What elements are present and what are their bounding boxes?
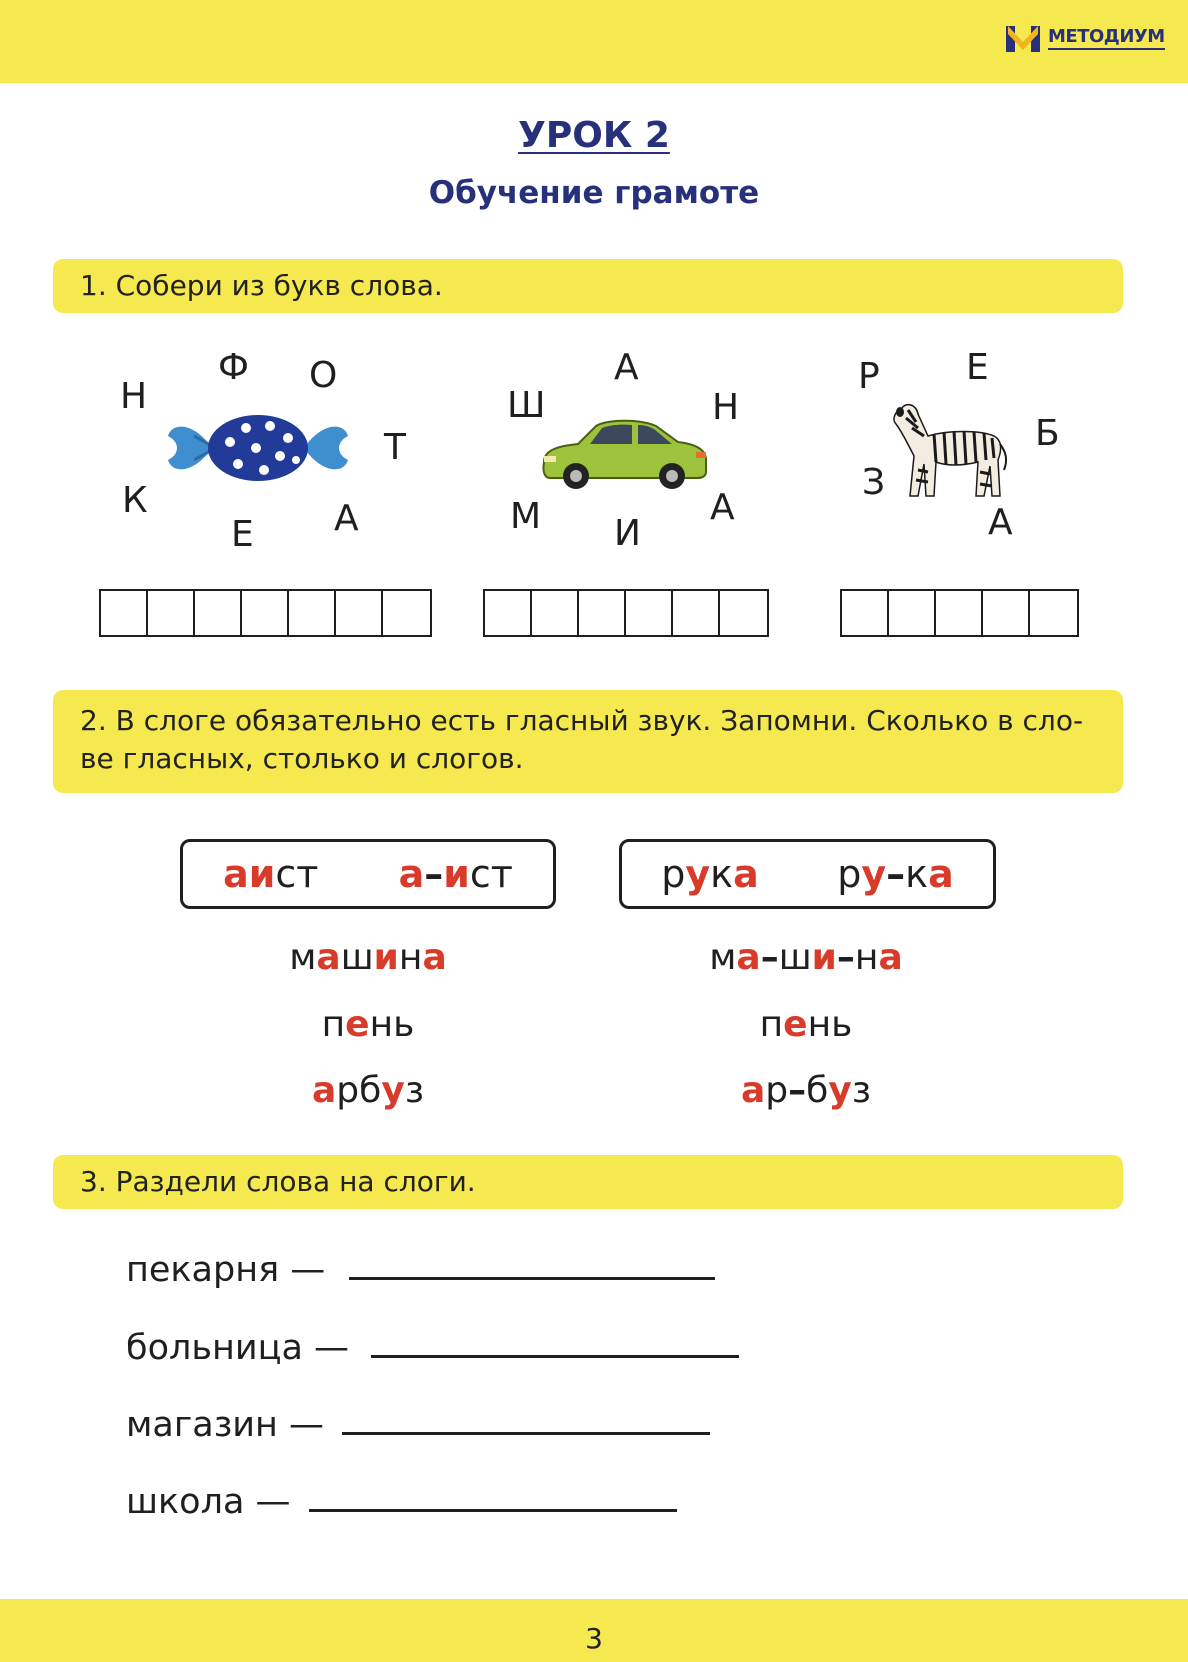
letter: Р — [858, 356, 880, 397]
letter: А — [334, 498, 359, 539]
word-pen: пень — [321, 1004, 415, 1045]
word-mashina-split: ма–ши–на — [709, 937, 903, 978]
letter: Ш — [507, 385, 546, 426]
answer-cell[interactable] — [673, 591, 720, 635]
answer-cell[interactable] — [195, 591, 242, 635]
letter: Б — [1035, 413, 1060, 454]
word-pen-split: пень — [759, 1004, 853, 1045]
answer-cell[interactable] — [532, 591, 579, 635]
answer-cells-zebra[interactable] — [840, 589, 1079, 637]
answer-line[interactable] — [371, 1351, 739, 1358]
m-logo-icon — [1004, 22, 1042, 54]
brand-logo[interactable] — [1004, 22, 1165, 54]
letter: Е — [966, 347, 989, 388]
answer-cell[interactable] — [101, 591, 148, 635]
syllable-row — [126, 1328, 739, 1368]
task3-instruction: 3. Раздели слова на слоги. — [53, 1155, 1123, 1209]
answer-cells-candy[interactable] — [99, 589, 432, 637]
answer-cell[interactable] — [336, 591, 383, 635]
word-arbuz-split: ар–буз — [741, 1070, 871, 1111]
letter: Ф — [218, 347, 249, 388]
zebra-icon — [888, 400, 1010, 500]
syllable-row — [126, 1405, 710, 1445]
lesson-title: УРОК 2 — [518, 115, 670, 156]
page-number: 3 — [585, 1622, 603, 1655]
letter: А — [988, 502, 1013, 543]
candy-icon — [164, 412, 352, 484]
answer-cell[interactable] — [148, 591, 195, 635]
letter: Н — [120, 376, 148, 417]
answer-cell[interactable] — [1030, 591, 1077, 635]
letter: М — [510, 496, 542, 537]
answer-cell[interactable] — [579, 591, 626, 635]
answer-cell[interactable] — [983, 591, 1030, 635]
answer-cells-car[interactable] — [483, 589, 769, 637]
syllable-row — [126, 1482, 677, 1522]
syllable-word: больница — — [126, 1328, 350, 1368]
syllable-word: магазин — — [126, 1405, 325, 1445]
answer-line[interactable] — [342, 1428, 710, 1435]
letter: О — [309, 355, 338, 396]
lesson-subtitle: Обучение грамоте — [428, 175, 760, 211]
example-box-aist — [180, 839, 556, 909]
letter: Н — [712, 387, 740, 428]
answer-cell[interactable] — [383, 591, 430, 635]
letter: Т — [384, 427, 406, 468]
car-icon — [538, 416, 710, 490]
answer-cell[interactable] — [842, 591, 889, 635]
answer-cell[interactable] — [720, 591, 767, 635]
answer-cell[interactable] — [936, 591, 983, 635]
letter: И — [614, 513, 641, 554]
answer-cell[interactable] — [626, 591, 673, 635]
answer-cell[interactable] — [289, 591, 336, 635]
task2-instruction-line1: 2. В слоге обязательно есть гласный звук. Запомни. Сколько в сло- — [80, 704, 1084, 737]
letter: К — [122, 480, 148, 521]
word-mashina: машина — [289, 937, 447, 978]
example-box-ruka — [619, 839, 996, 909]
example-word: аист — [223, 852, 319, 896]
letter: А — [614, 347, 639, 388]
answer-cell[interactable] — [889, 591, 936, 635]
word-arbuz: арбуз — [312, 1070, 424, 1111]
letter: З — [862, 462, 886, 503]
task2-instruction-line2: ве гласных, столько и слогов. — [80, 742, 524, 775]
task2-instruction — [53, 690, 1123, 793]
brand-name: МЕТОДИУМ — [1048, 26, 1165, 50]
letter: А — [710, 487, 735, 528]
answer-cell[interactable] — [485, 591, 532, 635]
syllable-word: пекарня — — [126, 1250, 326, 1290]
letter: Е — [231, 514, 254, 555]
syllable-row — [126, 1250, 715, 1290]
answer-line[interactable] — [349, 1273, 715, 1280]
example-split: ру–ка — [837, 852, 954, 896]
example-split: а–ист — [398, 852, 513, 896]
answer-cell[interactable] — [242, 591, 289, 635]
answer-line[interactable] — [309, 1505, 677, 1512]
syllable-word: школа — — [126, 1482, 291, 1522]
task1-instruction: 1. Собери из букв слова. — [53, 259, 1123, 313]
example-word: рука — [661, 852, 759, 896]
